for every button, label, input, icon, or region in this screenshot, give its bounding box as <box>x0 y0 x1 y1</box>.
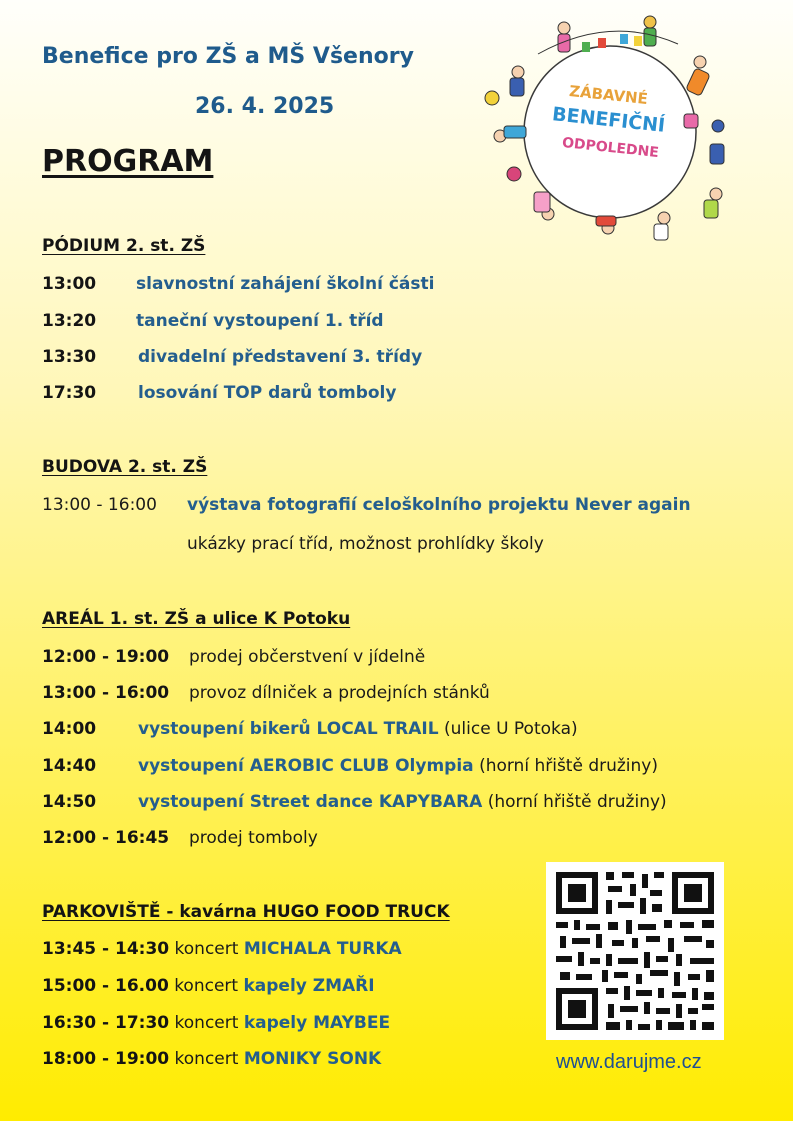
row-activity: výstava fotografií celoškolního projektu Never again <box>187 495 691 515</box>
row-activity <box>138 719 578 739</box>
activity-name: vystoupení AEROBIC CLUB Olympia <box>138 756 474 776</box>
donation-website-link[interactable]: www.darujme.cz <box>556 1051 702 1073</box>
event-logo <box>478 14 744 246</box>
row-activity-extra: ukázky prací tříd, možnost prohlídky školy <box>187 534 544 554</box>
row-activity <box>138 792 667 812</box>
activity-location: (horní hřiště družiny) <box>487 792 667 812</box>
concert-row <box>42 939 402 959</box>
podium-row <box>42 347 96 367</box>
row-time: 13:30 <box>42 347 97 367</box>
podium-heading: PÓDIUM 2. st. ZŠ <box>42 236 206 256</box>
concert-word: koncert <box>174 1013 239 1033</box>
parkoviste-heading: PARKOVIŠTĚ - kavárna HUGO FOOD TRUCK <box>42 902 450 922</box>
qr-code-icon <box>546 862 724 1040</box>
concert-row <box>42 1049 381 1069</box>
row-time: 14:40 <box>42 756 97 776</box>
podium-row <box>42 383 96 403</box>
budova-heading: BUDOVA 2. st. ZŠ <box>42 457 208 477</box>
concert-word: koncert <box>174 1049 239 1069</box>
row-time: 14:50 <box>42 792 97 812</box>
row-time: 13:00 - 16:00 <box>42 683 170 703</box>
row-time: 13:20 <box>42 311 97 331</box>
logo-line-3: ODPOLEDNE <box>561 134 660 162</box>
row-activity <box>138 756 658 776</box>
row-time: 13:45 - 14:30 <box>42 939 170 959</box>
concert-row <box>42 1013 390 1033</box>
activity-name: vystoupení bikerů LOCAL TRAIL <box>138 719 439 739</box>
row-activity: taneční vystoupení 1. tříd <box>136 311 384 331</box>
areal-heading: AREÁL 1. st. ZŠ a ulice K Potoku <box>42 609 351 629</box>
row-time: 12:00 - 19:00 <box>42 647 170 667</box>
row-activity: divadelní představení 3. třídy <box>138 347 423 367</box>
row-activity: losování TOP darů tomboly <box>138 383 397 403</box>
concert-artist: kapely ZMAŘI <box>243 976 375 996</box>
logo-line-1: ZÁBAVNÉ <box>568 81 649 109</box>
row-time: 18:00 - 19:00 <box>42 1049 170 1069</box>
concert-artist: MICHALA TURKA <box>243 939 402 959</box>
concert-row <box>42 976 375 996</box>
donation-qr-code[interactable] <box>546 862 724 1040</box>
row-time: 14:00 <box>42 719 97 739</box>
logo-graphic <box>478 14 744 246</box>
row-time: 17:30 <box>42 383 97 403</box>
row-time: 12:00 - 16:45 <box>42 828 170 848</box>
row-time: 16:30 - 17:30 <box>42 1013 170 1033</box>
concert-artist: kapely MAYBEE <box>243 1013 391 1033</box>
program-heading: PROGRAM <box>42 144 214 179</box>
concert-artist: MONIKY SONK <box>243 1049 382 1069</box>
event-date: 26. 4. 2025 <box>195 94 335 119</box>
row-time: 13:00 <box>42 274 97 294</box>
row-time: 13:00 - 16:00 <box>42 495 157 515</box>
concert-word: koncert <box>174 939 239 959</box>
row-time: 15:00 - 16.00 <box>42 976 169 996</box>
activity-name: vystoupení Street dance KAPYBARA <box>138 792 483 812</box>
activity-location: (ulice U Potoka) <box>444 719 578 739</box>
event-title: Benefice pro ZŠ a MŠ Všenory <box>42 44 414 69</box>
row-activity: prodej občerstvení v jídelně <box>189 647 426 667</box>
podium-row <box>42 311 96 331</box>
concert-word: koncert <box>174 976 239 996</box>
activity-location: (horní hřiště družiny) <box>479 756 659 776</box>
podium-row <box>42 274 96 294</box>
row-activity: provoz dílniček a prodejních stánků <box>189 683 490 703</box>
row-activity: prodej tomboly <box>189 828 318 848</box>
row-activity: slavnostní zahájení školní části <box>136 274 435 294</box>
logo-line-2: BENEFIČNÍ <box>551 103 667 137</box>
